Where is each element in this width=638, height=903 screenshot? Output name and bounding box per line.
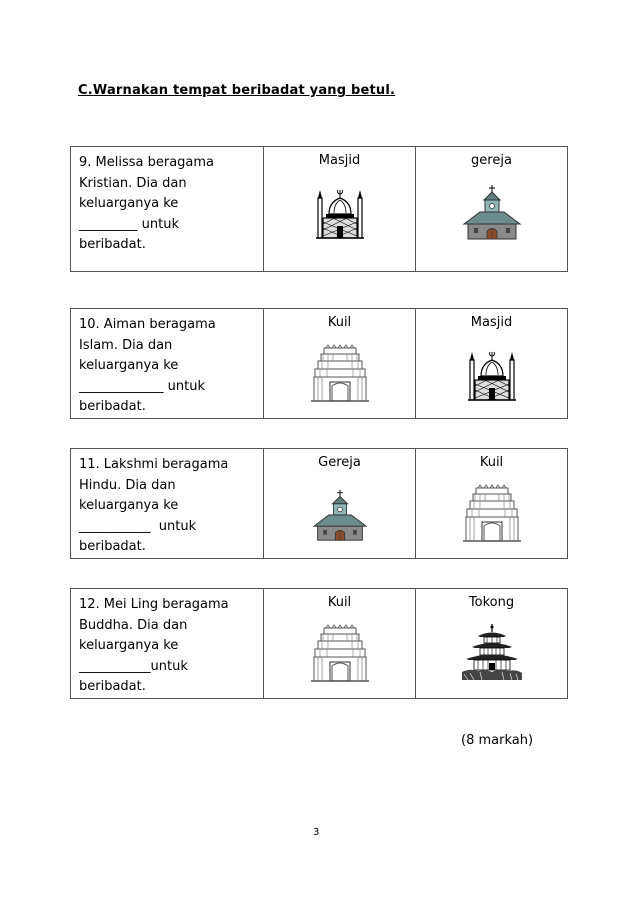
mosque-icon[interactable] — [464, 346, 520, 402]
church-icon[interactable] — [312, 488, 368, 542]
question-table-10 — [70, 308, 568, 419]
question-table-9 — [70, 146, 568, 272]
pagoda-icon[interactable] — [460, 624, 524, 684]
mosque-icon[interactable] — [312, 184, 368, 240]
question-table-12 — [70, 588, 568, 699]
option-kuil[interactable] — [264, 309, 416, 419]
page-number: 3 — [313, 827, 320, 838]
option-label: Masjid — [470, 315, 513, 330]
temple-icon[interactable] — [310, 624, 370, 684]
question-text: 9. Melissa beragama Kristian. Dia dan keluarganya ke _________ untuk beribadat. — [71, 147, 264, 272]
option-label: Kuil — [327, 315, 352, 330]
option-label: Gereja — [318, 455, 361, 470]
option-kuil[interactable] — [416, 449, 568, 559]
option-gereja[interactable] — [416, 147, 568, 272]
question-table-11 — [70, 448, 568, 559]
question-text: 12. Mei Ling beragama Buddha. Dia dan keluarganya ke ___________untuk beribadat. — [71, 589, 264, 699]
option-tokong[interactable] — [416, 589, 568, 699]
marks-label: (8 markah) — [461, 733, 534, 748]
section-title: C.Warnakan tempat beribadat yang betul. — [78, 83, 396, 98]
option-gereja[interactable] — [264, 449, 416, 559]
temple-icon[interactable] — [462, 484, 522, 544]
option-masjid[interactable] — [264, 147, 416, 272]
church-icon[interactable] — [462, 184, 522, 240]
option-label: Kuil — [327, 595, 352, 610]
temple-icon[interactable] — [310, 344, 370, 404]
option-label: Kuil — [479, 455, 504, 470]
question-text: 11. Lakshmi beragama Hindu. Dia dan keluarganya ke ___________ untuk beribadat. — [71, 449, 264, 559]
option-label: Masjid — [318, 153, 361, 168]
option-label: Tokong — [468, 595, 515, 610]
option-label: gereja — [471, 153, 512, 168]
question-text: 10. Aiman beragama Islam. Dia dan keluarganya ke _____________ untuk beribadat. — [71, 309, 264, 419]
option-kuil[interactable] — [264, 589, 416, 699]
option-masjid[interactable] — [416, 309, 568, 419]
